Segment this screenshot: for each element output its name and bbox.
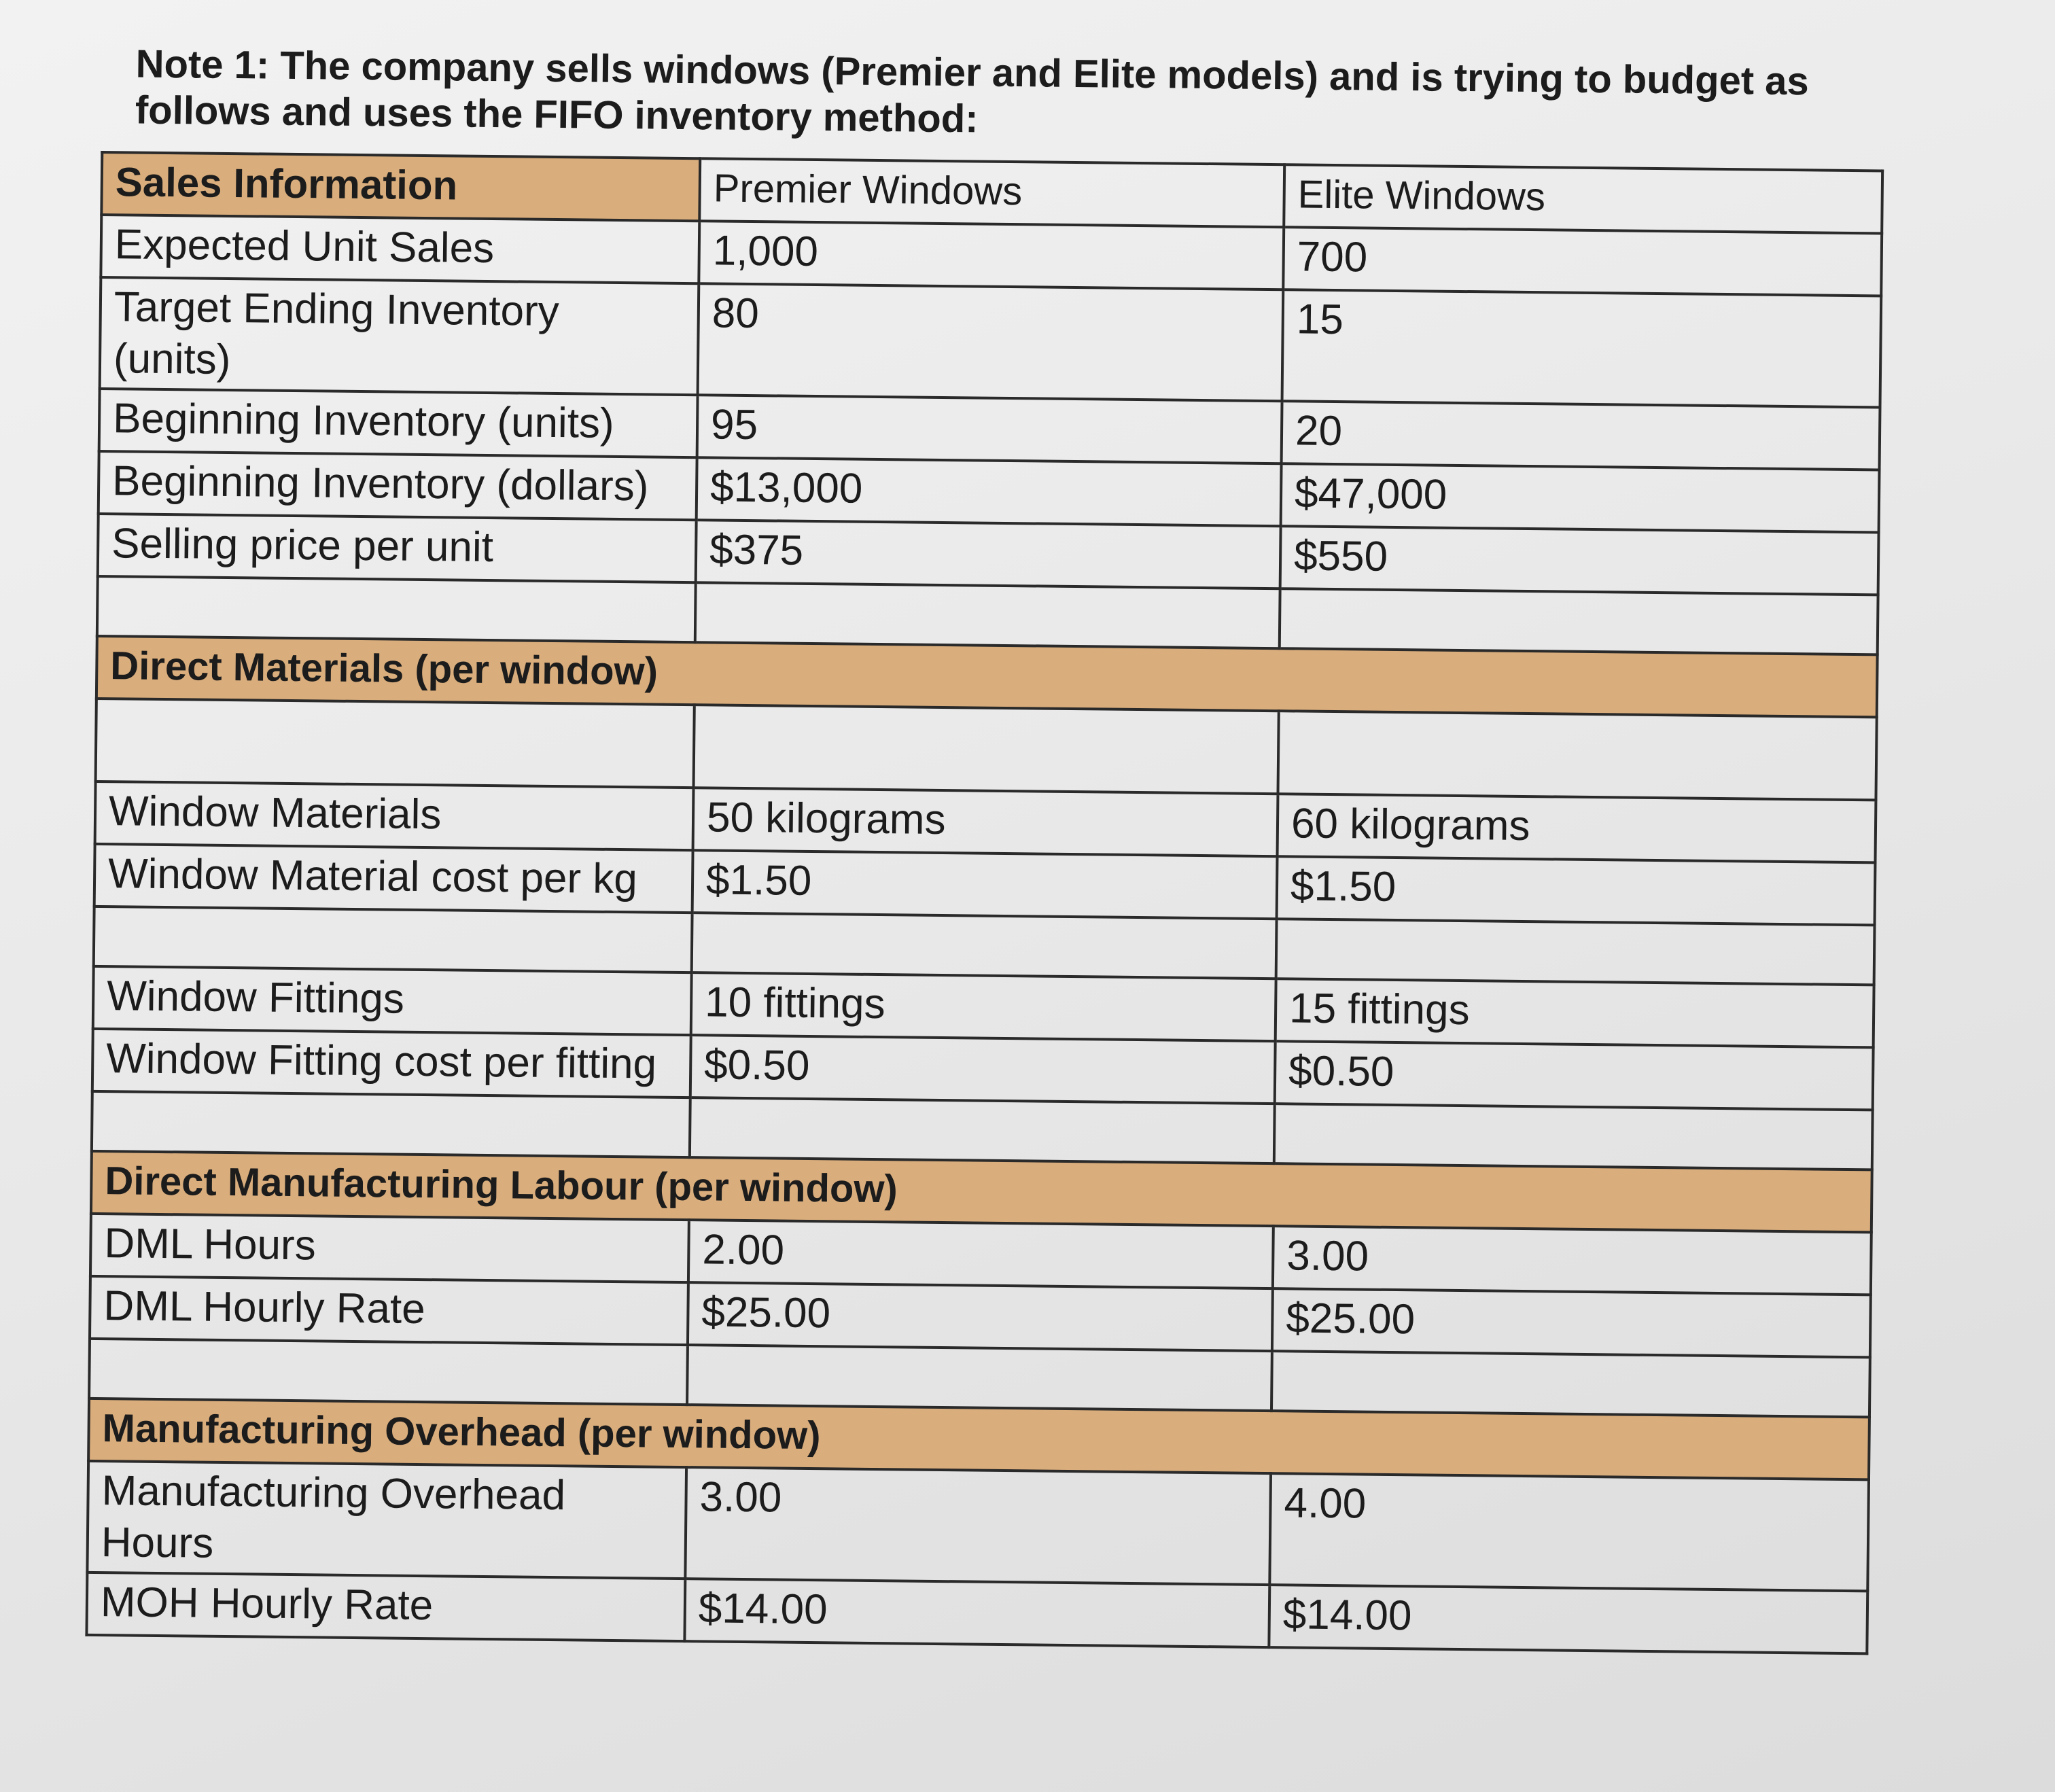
row-label: MOH Hourly Rate <box>86 1573 685 1641</box>
elite-value: $550 <box>1280 526 1879 595</box>
elite-value: $25.00 <box>1272 1288 1871 1357</box>
premier-value: 95 <box>697 395 1282 463</box>
row-label: Selling price per unit <box>98 514 697 582</box>
section-materials-heading: Direct Materials (per window) <box>96 636 1878 717</box>
premier-value: $0.50 <box>690 1035 1276 1104</box>
section-sales-heading: Sales Information <box>101 152 700 221</box>
elite-value: 700 <box>1283 227 1882 296</box>
document-page <box>84 41 1910 1759</box>
table-row <box>87 1461 1869 1591</box>
table-row <box>100 277 1882 407</box>
premier-value: 1,000 <box>699 221 1284 289</box>
premier-value: 2.00 <box>688 1220 1274 1288</box>
premier-value: $25.00 <box>688 1282 1273 1351</box>
premier-value: 3.00 <box>685 1467 1271 1585</box>
column-premier-header: Premier Windows <box>699 158 1284 227</box>
premier-value: $375 <box>696 520 1281 588</box>
budget-table <box>85 151 1884 1655</box>
row-label: Beginning Inventory (dollars) <box>99 451 697 520</box>
column-elite-header: Elite Windows <box>1284 164 1882 233</box>
premier-value: $13,000 <box>697 457 1282 526</box>
elite-value: $14.00 <box>1269 1585 1867 1653</box>
row-label: DML Hourly Rate <box>90 1276 688 1345</box>
row-label: Manufacturing Overhead Hours <box>87 1461 686 1579</box>
row-label: Target Ending Inventory (units) <box>100 277 699 395</box>
row-label: Window Fittings <box>93 966 692 1035</box>
elite-value: 3.00 <box>1273 1226 1872 1295</box>
elite-value: $1.50 <box>1277 856 1876 925</box>
premier-value: 50 kilograms <box>693 788 1278 856</box>
note-text: Note 1: The company sells windows (Premier and Elite models) and is trying to budget as follows and uses the FIFO inventory method: <box>135 41 1810 141</box>
elite-value: 20 <box>1282 401 1880 470</box>
elite-value: 60 kilograms <box>1278 794 1876 862</box>
elite-value: 15 <box>1282 289 1882 407</box>
premier-value: 10 fittings <box>691 972 1276 1041</box>
section-overhead-heading: Manufacturing Overhead (per window) <box>88 1399 1869 1479</box>
elite-value: 4.00 <box>1269 1473 1869 1591</box>
row-label: Beginning Inventory (units) <box>99 389 698 457</box>
premier-value: $14.00 <box>684 1579 1269 1647</box>
row-label: Window Materials <box>95 781 694 850</box>
row-label: Window Material cost per kg <box>94 844 693 913</box>
elite-value: 15 fittings <box>1276 979 1874 1047</box>
premier-value: 80 <box>698 283 1284 401</box>
premier-value: $1.50 <box>692 850 1278 919</box>
section-labour-heading: Direct Manufacturing Labour (per window) <box>91 1151 1872 1232</box>
row-label: DML Hours <box>90 1214 689 1282</box>
row-label: Window Fitting cost per fitting <box>92 1029 691 1097</box>
row-label: Expected Unit Sales <box>101 215 699 283</box>
elite-value: $47,000 <box>1281 463 1880 532</box>
elite-value: $0.50 <box>1275 1041 1874 1110</box>
